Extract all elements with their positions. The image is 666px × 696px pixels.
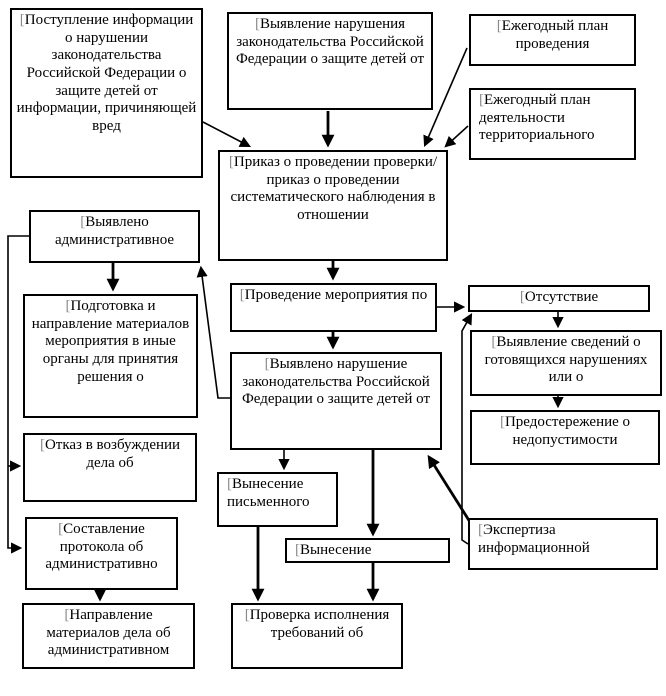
node-label: Составление протокола об административно [45,521,158,573]
arrow-ekspertiza-vyyavleno [429,457,470,522]
field-bracket-icon: [ [19,12,25,28]
node-label: Предостережение о недопустимости [504,414,631,448]
node-label: Проведение мероприятия по [244,287,428,303]
node-ezhegodnyj-plan-provedeniya [469,14,636,66]
field-bracket-icon: [ [227,476,232,492]
field-bracket-icon: [ [295,542,300,558]
node-proverka-ispolneniya [231,603,403,669]
node-vynesenie [285,538,450,563]
node-ekspertiza [468,518,658,570]
field-bracket-icon: [ [39,437,45,453]
node-label: Приказ о проведении проверки/ приказ о проведении систематического наблюдения в отношении [230,154,438,224]
field-bracket-icon: [ [65,298,71,314]
node-label: Экспертиза информационной [478,522,590,556]
node-label: Вынесение письменного [227,476,310,510]
arrow-postuplenie-prikaz [203,122,249,146]
field-bracket-icon: [ [478,522,483,538]
node-label: Выявлено нарушение законодательства Российской Федерации о защите детей от [241,356,431,408]
node-vynesenie-pismennogo [217,472,338,527]
node-sostavlenie-protokola [25,517,178,590]
node-podgotovka-materialov [23,294,198,418]
node-label: Отсутствие [524,289,599,305]
field-bracket-icon: [ [64,607,70,623]
node-label: Ежегодный план проведения [501,18,609,52]
node-label: Поступление информации о нарушении законодательства Российской Федерации о защите детей от информации, причиняющей вред [16,12,197,135]
arrow-plan-deyatelnosti-prikaz [446,126,468,146]
field-bracket-icon: [ [239,287,245,303]
node-vyyavleno-narushenie [230,352,442,450]
field-bracket-icon: [ [496,18,502,34]
node-vyyavlenie-narusheniya [227,12,433,110]
node-prikaz-o-provedenii [218,150,448,261]
field-bracket-icon: [ [254,16,260,32]
node-label: Подготовка и направление материалов мероприятия в иные органы для принятия решения о [31,298,190,385]
field-bracket-icon: [ [58,521,64,537]
node-vyyavlenie-svedenij [470,330,662,396]
node-label: Проверка исполнения требований об [249,607,390,641]
field-bracket-icon: [ [519,289,525,305]
node-label: Выявлено административное [54,214,175,248]
node-label: Направление материалов дела об административном [46,607,171,659]
node-otsutstvie [468,285,650,312]
field-bracket-icon: [ [264,356,270,372]
node-label: Выявление сведений о готовящихся нарушениях или о [484,334,648,386]
field-bracket-icon: [ [491,334,497,350]
node-label: Вынесение [300,542,372,558]
node-label: Выявление нарушения законодательства Российской Федерации о защите детей от [235,16,425,68]
field-bracket-icon: [ [244,607,250,623]
node-vyyavleno-administrativnoe [29,210,200,263]
node-ezhegodnyj-plan-deyatelnosti [469,88,636,160]
arrow-vyyavleno-admin [201,268,230,398]
node-otkaz-v-vozbuzhdenii [23,433,197,502]
node-provedenie-meropriyatiya [230,283,437,332]
node-label: Отказ в возбуждении дела об [44,437,181,471]
field-bracket-icon: [ [479,92,484,108]
node-predosterezhenie [470,410,660,465]
field-bracket-icon: [ [499,414,505,430]
node-postuplenie-informacii [10,8,203,178]
field-bracket-icon: [ [228,154,234,170]
node-label: Ежегодный план деятельности территориального [479,92,595,144]
field-bracket-icon: [ [80,214,86,230]
node-napravlenie-materialov [22,603,195,669]
